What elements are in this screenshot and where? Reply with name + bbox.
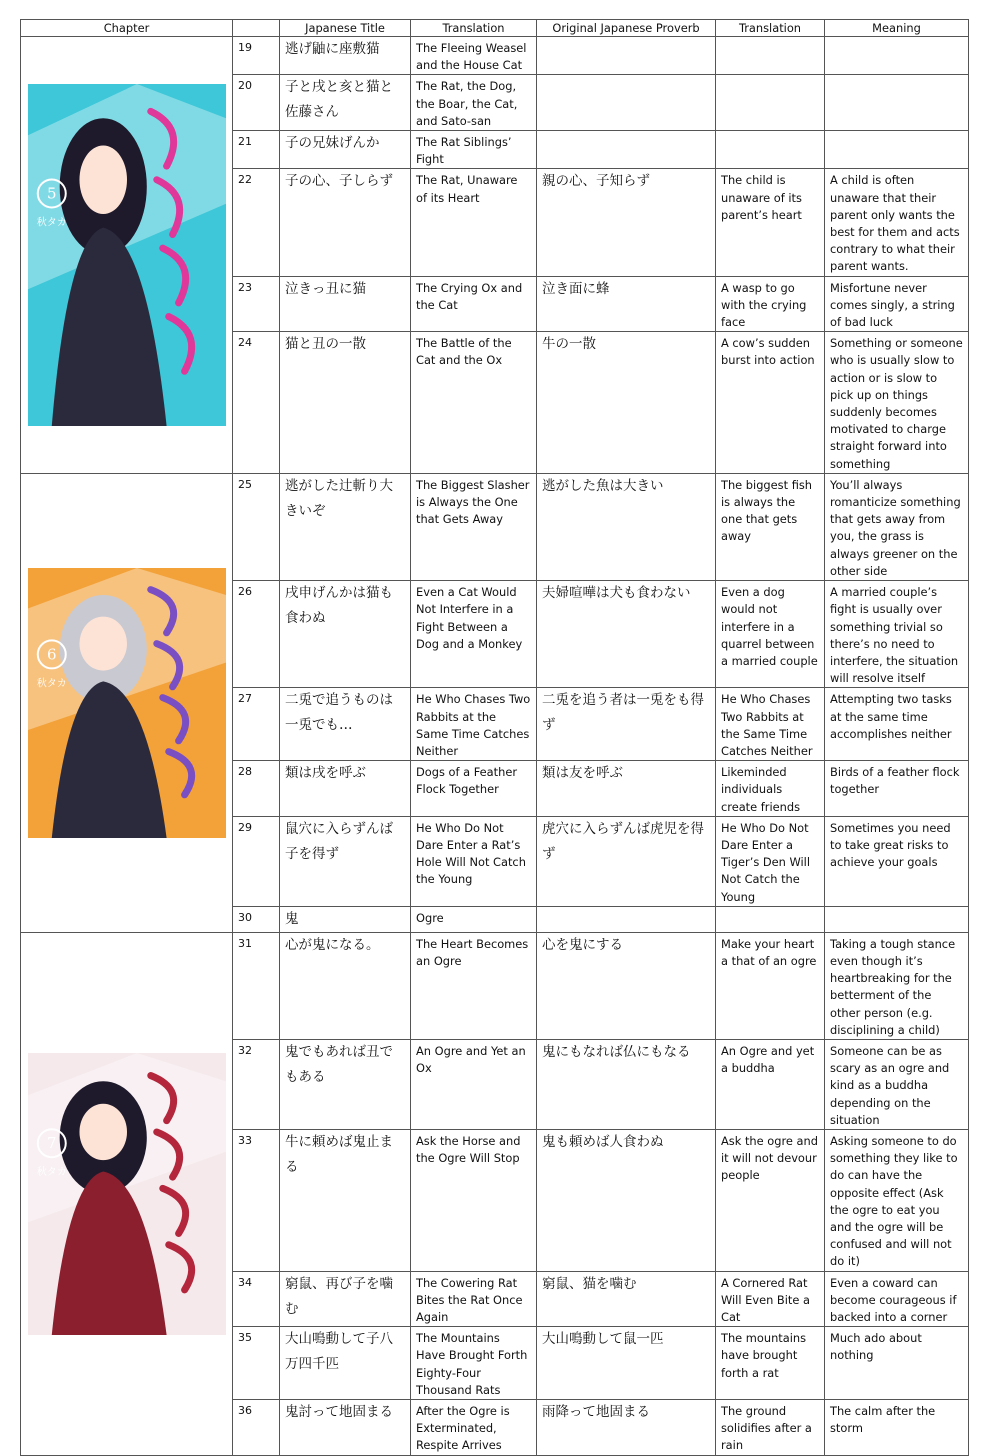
japanese-title: 心が鬼になる。 [280,932,411,1039]
meaning: Birds of a feather flock together [825,761,969,817]
meaning: A child is often unaware that their parent only wants the best for them and acts contrary to what their parent wants. [825,169,969,276]
chapter-number: 23 [233,276,280,332]
meaning: Sometimes you need to take great risks to achieve your goals [825,816,969,906]
proverb-translation [716,37,825,75]
original-proverb [537,75,716,131]
proverb-translation: He Who Chases Two Rabbits at the Same Time Catches Neither [716,688,825,761]
original-proverb: 窮鼠、猫を噛む [537,1271,716,1327]
chapter-number: 20 [233,75,280,131]
proverb-translation [716,75,825,131]
proverb-translation: The mountains have brought forth a rat [716,1327,825,1400]
meaning [825,75,969,131]
cover-author: 秋タカ [36,1166,67,1178]
header-translation: Translation [411,20,537,37]
proverb-translation: Even a dog would not interfere in a quarrel between a married couple [716,581,825,688]
meaning: Someone can be as scary as an ogre and kind as a buddha depending on the situation [825,1039,969,1129]
chapter-number: 28 [233,761,280,817]
cover-image [28,1053,226,1335]
original-proverb: 大山鳴動して鼠一匹 [537,1327,716,1400]
title-translation: The Rat Siblings’ Fight [411,131,537,169]
proverb-translation: A Cornered Rat Will Even Bite a Cat [716,1271,825,1327]
original-proverb: 雨降って地固まる [537,1400,716,1456]
chapter-number: 21 [233,131,280,169]
chapter-number: 22 [233,169,280,276]
title-translation: The Crying Ox and the Cat [411,276,537,332]
meaning [825,906,969,932]
title-translation: The Battle of the Cat and the Ox [411,332,537,474]
original-proverb: 親の心、子知らず [537,169,716,276]
japanese-title: 大山鳴動して子八万四千匹 [280,1327,411,1400]
proverb-translation: The child is unaware of its parent’s heart [716,169,825,276]
meaning: Attempting two tasks at the same time accomplishes neither [825,688,969,761]
proverb-table-document [20,19,969,1456]
meaning: Even a coward can become courageous if backed into a corner [825,1271,969,1327]
cover-volume-number: 5 [46,184,57,203]
proverb-translation: Ask the ogre and it will not devour people [716,1129,825,1271]
japanese-title: 逃がした辻斬り大きいぞ [280,473,411,580]
japanese-title: 子の心、子しらず [280,169,411,276]
title-translation: He Who Chases Two Rabbits at the Same Time Catches Neither [411,688,537,761]
meaning: A married couple’s fight is usually over something trivial so there’s no need to interfere, the situation will resolve itself [825,581,969,688]
cover-volume-number: 6 [46,645,57,664]
meaning: Much ado about nothing [825,1327,969,1400]
original-proverb: 泣き面に蜂 [537,276,716,332]
table-row [21,37,969,75]
chapter-number: 25 [233,473,280,580]
meaning [825,37,969,75]
cover-author: 秋タカ [36,678,67,690]
volume-5-cover-cell [21,37,233,474]
meaning: Misfortune never comes singly, a string of bad luck [825,276,969,332]
meaning: Asking someone to do something they like to do can have the opposite effect (Ask the ogre to eat you and the ogre will be confused and will not do it) [825,1129,969,1271]
chapter-number: 27 [233,688,280,761]
chapter-number: 35 [233,1327,280,1400]
header-meaning: Meaning [825,20,969,37]
proverb-translation: The biggest fish is always the one that gets away [716,473,825,580]
title-translation: The Fleeing Weasel and the House Cat [411,37,537,75]
proverb-translation: The ground solidifies after a rain [716,1400,825,1456]
cover-illustration [28,568,226,838]
title-translation: The Biggest Slasher is Always the One that Gets Away [411,473,537,580]
japanese-title: 猫と丑の一散 [280,332,411,474]
title-translation: The Rat, Unaware of its Heart [411,169,537,276]
original-proverb: 鬼にもなれば仏にもなる [537,1039,716,1129]
cover-image [28,84,226,426]
chapter-number: 36 [233,1400,280,1456]
japanese-title: 鬼討って地固まる [280,1400,411,1456]
chapter-number: 31 [233,932,280,1039]
volume-6-cover-cell [21,473,233,932]
chapter-number: 26 [233,581,280,688]
title-translation: Ogre [411,906,537,932]
title-translation: The Rat, the Dog, the Boar, the Cat, and Sato-san [411,75,537,131]
cover-image [28,568,226,838]
table-row [21,932,969,1039]
original-proverb: 逃がした魚は大きい [537,473,716,580]
original-proverb: 二兎を追う者は一兎をも得ず [537,688,716,761]
japanese-title: 牛に頼めば鬼止まる [280,1129,411,1271]
meaning: Taking a tough stance even though it’s heartbreaking for the betterment of the other person (e.g. disciplining a child) [825,932,969,1039]
japanese-title: 泣きっ丑に猫 [280,276,411,332]
chapter-table [20,19,969,1456]
meaning: Something or someone who is usually slow to action or is slow to pick up on things suddenly becomes motivated to charge straight forward into something [825,332,969,474]
original-proverb: 夫婦喧嘩は犬も食わない [537,581,716,688]
volume-7-cover-cell [21,932,233,1455]
original-proverb: 虎穴に入らずんば虎児を得ず [537,816,716,906]
original-proverb: 心を鬼にする [537,932,716,1039]
japanese-title: 鼠穴に入らずんば子を得ず [280,816,411,906]
cover-illustration [28,84,226,426]
proverb-translation [716,131,825,169]
cover-illustration [28,1053,226,1335]
meaning [825,131,969,169]
proverb-translation [716,906,825,932]
japanese-title: 子の兄妹げんか [280,131,411,169]
chapter-number: 34 [233,1271,280,1327]
proverb-translation: A cow’s sudden burst into action [716,332,825,474]
title-translation: The Cowering Rat Bites the Rat Once Again [411,1271,537,1327]
japanese-title: 戌申げんかは猫も食わぬ [280,581,411,688]
proverb-translation: An Ogre and yet a buddha [716,1039,825,1129]
title-translation: The Heart Becomes an Ogre [411,932,537,1039]
proverb-translation: A wasp to go with the crying face [716,276,825,332]
japanese-title: 鬼 [280,906,411,932]
header-original-proverb: Original Japanese Proverb [537,20,716,37]
chapter-number: 30 [233,906,280,932]
original-proverb [537,906,716,932]
header-row [21,20,969,37]
table-row [21,473,969,580]
title-translation: Ask the Horse and the Ogre Will Stop [411,1129,537,1271]
meaning: You’ll always romanticize something that gets away from you, the grass is always greener on the other side [825,473,969,580]
title-translation: He Who Do Not Dare Enter a Rat’s Hole Will Not Catch the Young [411,816,537,906]
header-proverb-translation: Translation [716,20,825,37]
chapter-number: 33 [233,1129,280,1271]
japanese-title: 窮鼠、再び子を噛む [280,1271,411,1327]
original-proverb [537,131,716,169]
cover-volume-number: 7 [46,1133,57,1152]
original-proverb [537,37,716,75]
original-proverb: 牛の一散 [537,332,716,474]
proverb-translation: Make your heart a that of an ogre [716,932,825,1039]
japanese-title: 鬼でもあれば丑でもある [280,1039,411,1129]
proverb-translation: Likeminded individuals create friends [716,761,825,817]
header-chapter: Chapter [21,20,233,37]
meaning: The calm after the storm [825,1400,969,1456]
title-translation: The Mountains Have Brought Forth Eighty-Four Thousand Rats [411,1327,537,1400]
header-japanese-title: Japanese Title [280,20,411,37]
cover-author: 秋タカ [36,217,67,229]
japanese-title: 二兎で追うものは一兎でも… [280,688,411,761]
title-translation: Even a Cat Would Not Interfere in a Fight Between a Dog and a Monkey [411,581,537,688]
header-number [233,20,280,37]
title-translation: An Ogre and Yet an Ox [411,1039,537,1129]
original-proverb: 鬼も頼めば人食わぬ [537,1129,716,1271]
chapter-number: 19 [233,37,280,75]
chapter-number: 32 [233,1039,280,1129]
japanese-title: 子と戌と亥と猫と佐藤さん [280,75,411,131]
japanese-title: 類は戌を呼ぶ [280,761,411,817]
title-translation: Dogs of a Feather Flock Together [411,761,537,817]
title-translation: After the Ogre is Exterminated, Respite Arrives [411,1400,537,1456]
chapter-number: 24 [233,332,280,474]
proverb-translation: He Who Do Not Dare Enter a Tiger’s Den Will Not Catch the Young [716,816,825,906]
japanese-title: 逃げ鼬に座敷猫 [280,37,411,75]
chapter-number: 29 [233,816,280,906]
original-proverb: 類は友を呼ぶ [537,761,716,817]
